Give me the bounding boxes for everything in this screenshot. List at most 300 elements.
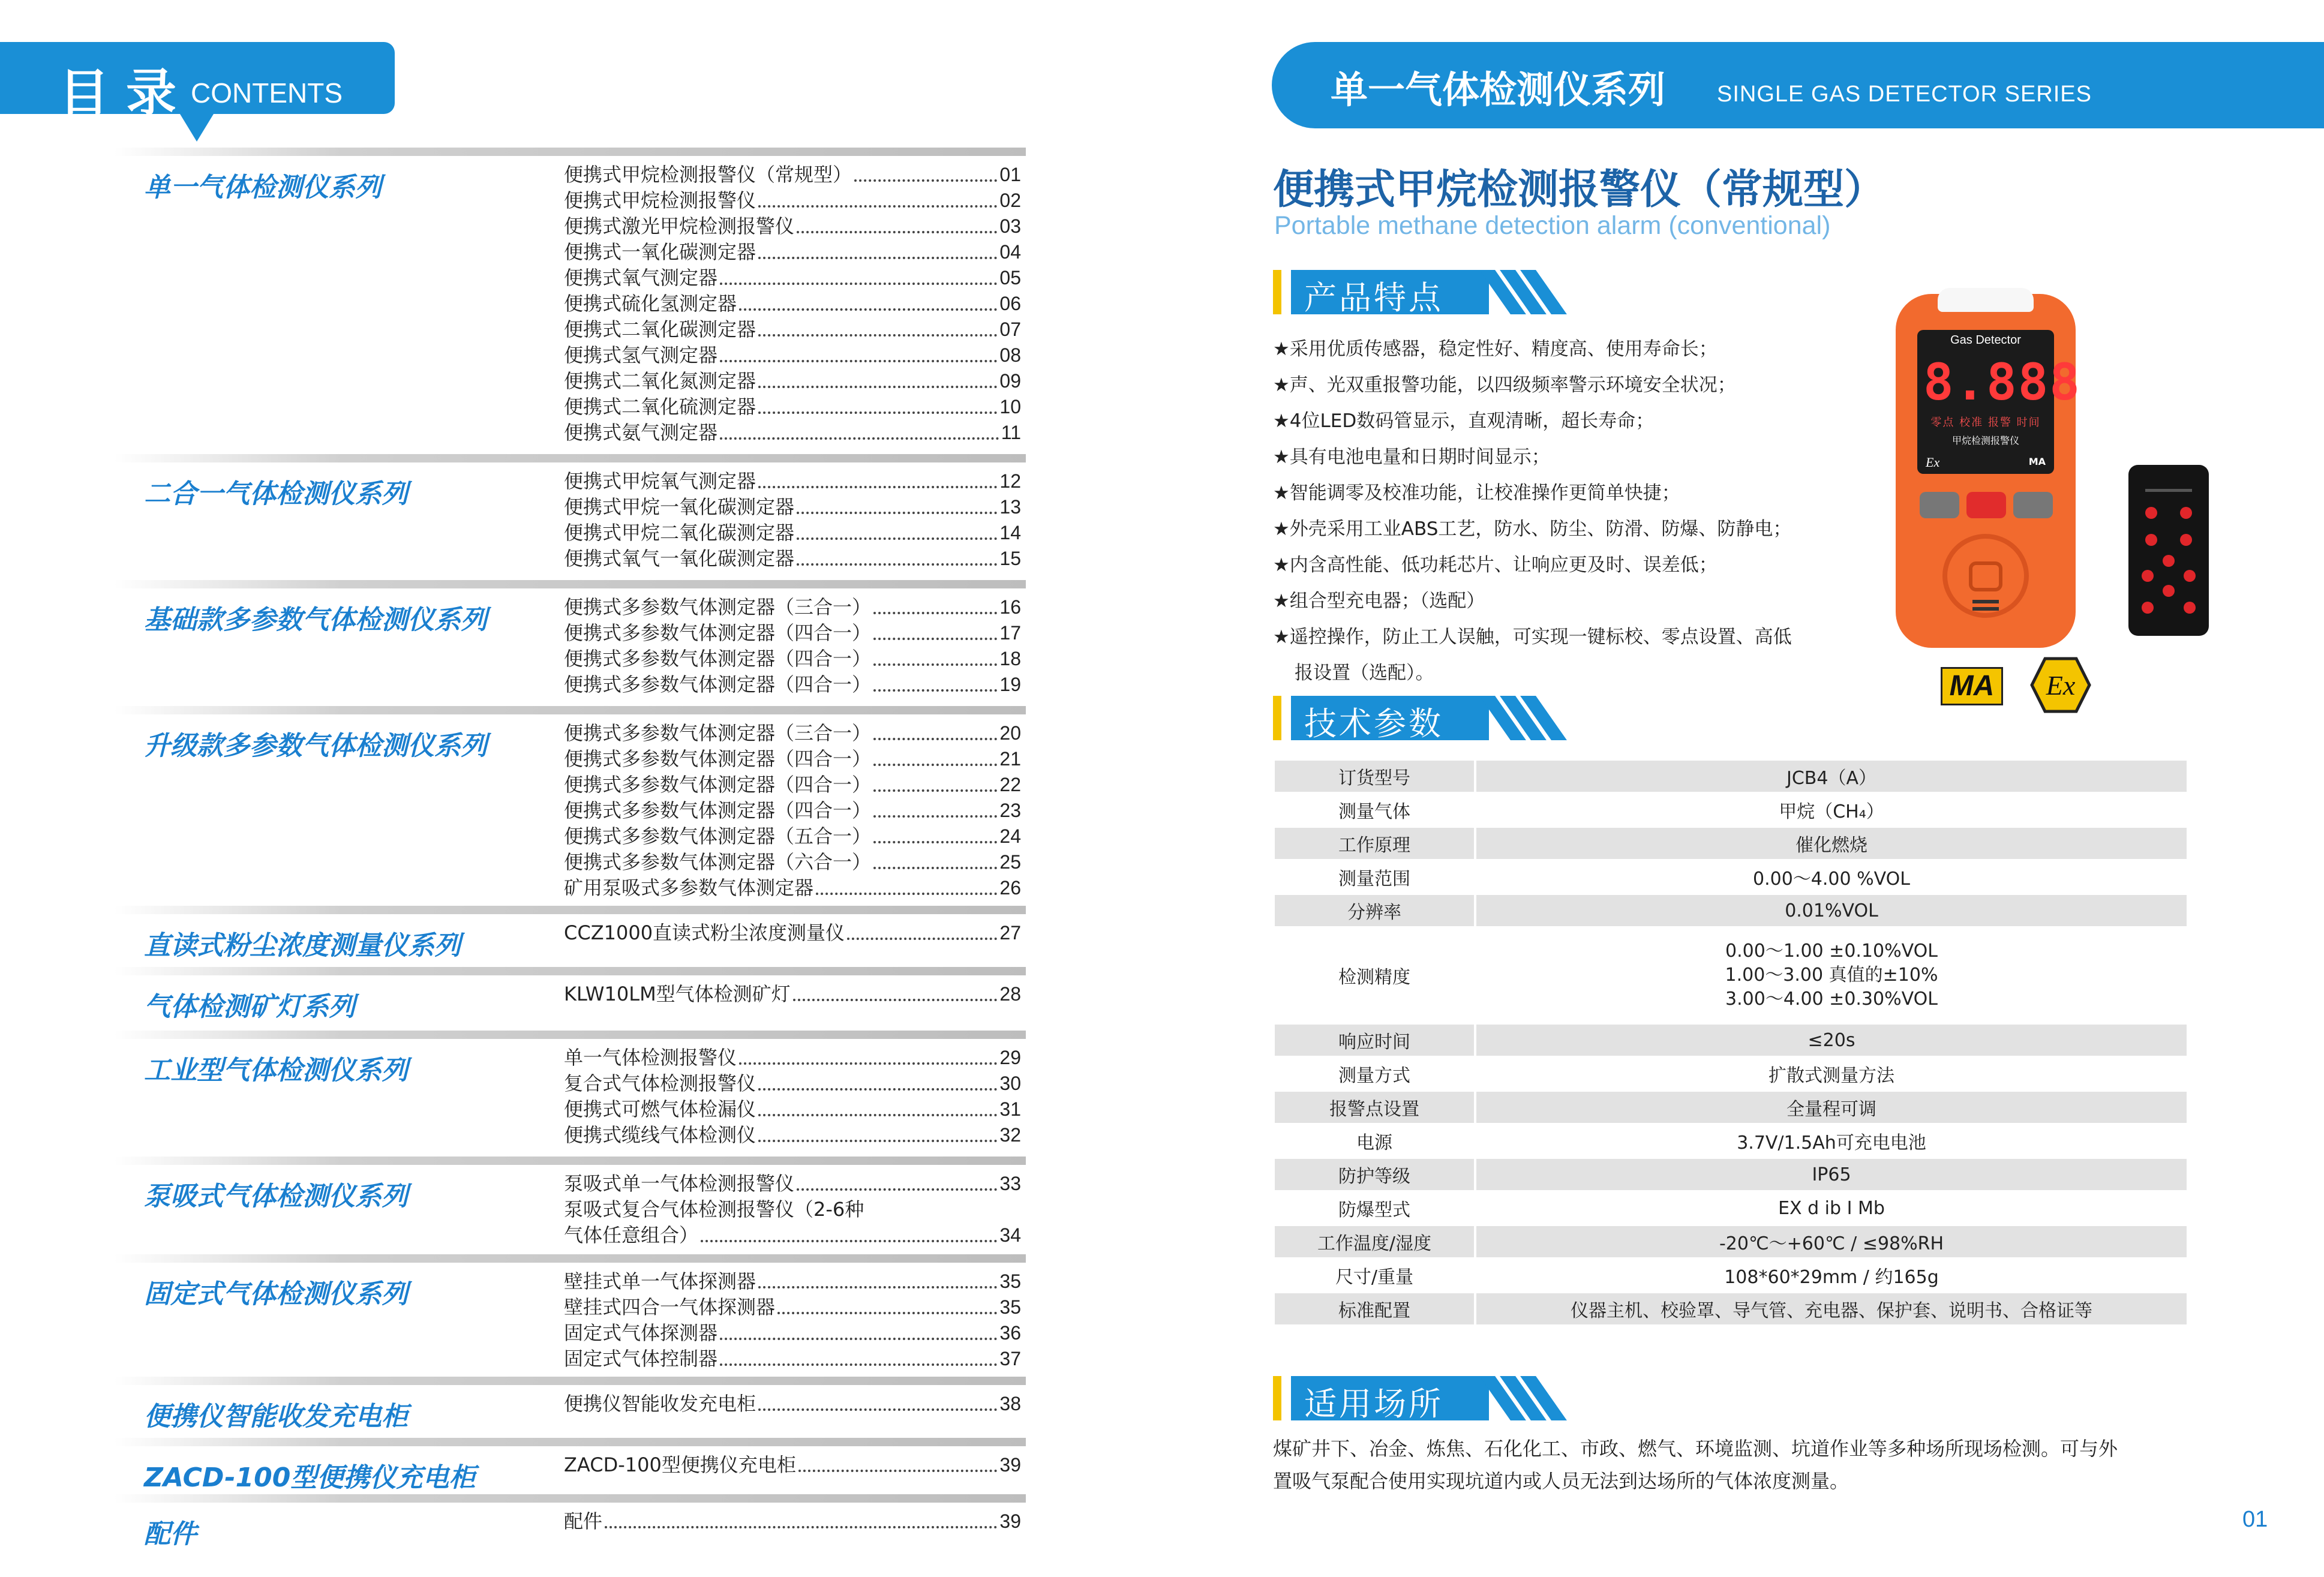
ma-certification-logo: MA — [1941, 667, 2003, 705]
toc-entry — [564, 920, 1021, 946]
spec-row — [1275, 793, 2187, 827]
toc-title-en: CONTENTS — [191, 77, 343, 109]
toc-entry-leader — [797, 231, 997, 233]
spec-value: 108*60*29mm / 约165g — [1475, 1258, 2187, 1292]
toc-entry-name: 便携式氨气测定器 — [564, 421, 718, 444]
device-sensor-grille — [1969, 561, 2002, 591]
toc-item-list — [564, 981, 1026, 1023]
toc-entry — [564, 1045, 1021, 1071]
remote-button — [2163, 585, 2175, 597]
toc-entry-leader — [873, 764, 997, 766]
toc-section-body — [114, 914, 1026, 962]
device-ma-mark: MA — [2028, 456, 2046, 467]
toc-entry-name: 便携式氧气一氧化碳测定器 — [564, 547, 795, 570]
toc-entry-name: 便携式甲烷检测报警仪 — [564, 189, 756, 212]
remote-button — [2163, 555, 2175, 567]
toc-section-body — [114, 462, 1026, 572]
toc-entry-page: 14 — [999, 522, 1021, 543]
toc-entry-page: 02 — [999, 190, 1021, 211]
spec-value — [1475, 927, 2187, 1023]
toc-entry-name: 便携式缆线气体检测仪 — [564, 1124, 756, 1146]
toc-entry-leader — [777, 1312, 997, 1314]
toc-entry — [564, 620, 1021, 646]
toc-entry-name: 壁挂式单一气体探测器 — [564, 1270, 756, 1293]
toc-item-list — [564, 1269, 1026, 1372]
feature-item: ★智能调零及校准功能，让校准操作更简单快捷； — [1273, 482, 1680, 504]
spec-row — [1275, 1292, 2187, 1326]
spec-row — [1275, 1057, 2187, 1091]
toc-section — [114, 1494, 1026, 1551]
toc-entry — [564, 1509, 1021, 1534]
toc-entry-page: 12 — [999, 470, 1021, 492]
spec-value: ≤20s — [1475, 1023, 2187, 1057]
toc-entry-page: 11 — [1001, 422, 1021, 443]
device-mode-labels: 零点 校准 报警 时间 — [1930, 416, 2041, 429]
toc-entry-page: 31 — [999, 1098, 1021, 1120]
toc-entry — [564, 343, 1021, 368]
toc-entry-leader — [873, 789, 997, 792]
toc-entry-name: 壁挂式四合一气体探测器 — [564, 1296, 776, 1318]
toc-entry — [564, 875, 1021, 901]
toc-entry — [564, 1197, 1021, 1222]
toc-entry-name: 便携式氧气测定器 — [564, 266, 718, 289]
toc-entry-leader — [797, 563, 997, 566]
spec-value-line: 3.00～4.00 ±0.30%VOL — [1725, 989, 1938, 1010]
toc-entry-leader — [739, 308, 997, 311]
toc-item-list — [564, 1509, 1026, 1551]
spec-row — [1275, 860, 2187, 894]
remote-button — [2184, 602, 2196, 614]
toc-entry — [564, 1222, 1021, 1248]
toc-entry-leader — [758, 1140, 997, 1142]
toc-section-divider — [114, 148, 1026, 156]
toc-entry — [564, 824, 1021, 849]
remote-button — [2180, 507, 2192, 519]
device-left-button — [1920, 492, 1959, 518]
toc-entry-page: 25 — [999, 851, 1021, 873]
remote-control-image — [2128, 465, 2209, 636]
toc-entry-page: 34 — [999, 1224, 1021, 1246]
spec-value-line: 0.00～1.00 ±0.10%VOL — [1725, 941, 1938, 962]
toc-entry — [564, 1269, 1021, 1294]
spec-value: -20℃～+60℃ / ≤98%RH — [1475, 1225, 2187, 1258]
toc-section-body — [114, 1385, 1026, 1433]
feature-item: ★组合型充电器；（选配） — [1273, 590, 1485, 612]
toc-entry — [564, 1391, 1021, 1417]
toc-entry — [564, 368, 1021, 394]
remote-button — [2145, 507, 2157, 519]
toc-section-body — [114, 1446, 1026, 1494]
remote-button — [2142, 602, 2154, 614]
spec-key: 测量方式 — [1275, 1057, 1475, 1091]
toc-entry — [564, 1071, 1021, 1097]
toc-section — [114, 1254, 1026, 1372]
toc-entry — [564, 291, 1021, 317]
toc-entry — [564, 162, 1021, 188]
toc-section-divider — [114, 580, 1026, 588]
spec-key: 电源 — [1275, 1124, 1475, 1158]
toc-section-title: 配件 — [144, 1519, 197, 1549]
toc-entry — [564, 214, 1021, 239]
toc-entry-page: 17 — [999, 622, 1021, 644]
toc-entry — [564, 849, 1021, 875]
toc-entry — [564, 746, 1021, 772]
feature-item: ★内含高性能、低功耗芯片、让响应更及时、误差低； — [1273, 554, 1718, 576]
device-digits: 8.888 — [1923, 353, 2081, 411]
remote-button — [2184, 570, 2196, 582]
toc-entry-leader — [873, 841, 997, 843]
toc-entry — [564, 394, 1021, 420]
usage-paragraph — [1273, 1432, 2197, 1497]
toc-entry-page: 39 — [999, 1510, 1021, 1532]
toc-entry-leader — [758, 205, 997, 208]
toc-entry-leader — [758, 1114, 997, 1116]
toc-section-divider — [114, 706, 1026, 714]
feature-item: ★具有电池电量和日期时间显示； — [1273, 446, 1550, 468]
usage-heading-label: 适用场所 — [1304, 1385, 1443, 1423]
spec-key: 检测精度 — [1275, 927, 1475, 1023]
feature-item: ★遥控操作，防止工人误触，可实现一键标校、零点设置、高低 — [1273, 626, 1792, 648]
toc-entry-leader — [854, 179, 997, 182]
spec-key: 防护等级 — [1275, 1158, 1475, 1191]
toc-entry-page: 07 — [999, 319, 1021, 340]
toc-entry — [564, 468, 1021, 494]
toc-entry-page: 19 — [999, 674, 1021, 695]
toc-section-divider — [114, 454, 1026, 462]
toc-entry-leader — [873, 738, 997, 740]
toc-section-body — [114, 1039, 1026, 1148]
toc-entry-page: 39 — [999, 1454, 1021, 1476]
toc-entry-name: 便携式多参数气体测定器（四合一） — [564, 799, 872, 822]
toc-entry-leader — [847, 938, 997, 940]
specs-heading-label: 技术参数 — [1304, 705, 1443, 743]
spec-value: IP65 — [1475, 1158, 2187, 1191]
toc-entry-page: 33 — [999, 1173, 1021, 1194]
toc-entry-leader — [873, 815, 997, 818]
toc-entry-page: 05 — [999, 267, 1021, 289]
spec-key: 防爆型式 — [1275, 1191, 1475, 1225]
device-screen-label: Gas Detector — [1950, 334, 2021, 347]
toc-section — [114, 454, 1026, 572]
toc-entry-leader — [873, 638, 997, 640]
toc-entry-name: 矿用泵吸式多参数气体测定器 — [564, 876, 814, 899]
remote-button — [2142, 570, 2154, 582]
toc-entry-page: 13 — [999, 496, 1021, 518]
toc-entry — [564, 1346, 1021, 1372]
toc-entry-leader — [797, 512, 997, 514]
features-heading — [1273, 270, 1543, 317]
toc-section — [114, 148, 1026, 446]
toc-entry-name: 便携式多参数气体测定器（三合一） — [564, 722, 872, 744]
toc-entry-name: 便携式氢气测定器 — [564, 344, 718, 367]
toc-section-title: 便携仪智能收发充电柜 — [144, 1401, 408, 1432]
spec-table — [1275, 761, 2187, 1327]
toc-entry-page: 10 — [999, 396, 1021, 417]
toc-entry-leader — [701, 1240, 997, 1242]
spec-value: 扩散式测量方法 — [1475, 1057, 2187, 1091]
toc-entry — [564, 1097, 1021, 1122]
toc-item-list — [564, 720, 1026, 901]
toc-entry-name: 便携式多参数气体测定器（四合一） — [564, 621, 872, 644]
toc-entry-page: 28 — [999, 983, 1021, 1005]
device-light-cap — [1938, 288, 2034, 312]
feature-item: ★4位LED数码管显示，直观清晰，超长寿命； — [1273, 410, 1655, 432]
features-heading-label: 产品特点 — [1304, 279, 1443, 317]
spec-key: 订货型号 — [1275, 761, 1475, 793]
usage-heading — [1273, 1376, 1543, 1423]
spec-row — [1275, 827, 2187, 860]
spec-row — [1275, 761, 2187, 793]
toc-entry-name: 配件 — [564, 1510, 603, 1533]
toc-entry-leader — [797, 1188, 997, 1191]
toc-section-title: 直读式粉尘浓度测量仪系列 — [144, 930, 461, 961]
spec-value: 甲烷（CH₄） — [1475, 793, 2187, 827]
toc-section — [114, 1377, 1026, 1433]
feature-item: ★采用优质传感器，稳定性好、精度高、使用寿命长； — [1273, 338, 1718, 360]
device-right-button — [2013, 492, 2053, 518]
toc-section-divider — [114, 1254, 1026, 1263]
toc-section-body — [114, 1503, 1026, 1551]
spec-value: EX d ib Ⅰ Mb — [1475, 1191, 2187, 1225]
device-center-button — [1966, 492, 2006, 518]
toc-entry-page: 29 — [999, 1047, 1021, 1068]
ex-logo-text: Ex — [2046, 670, 2076, 701]
spec-value: 全量程可调 — [1475, 1091, 2187, 1124]
toc-entry-name: 便携式甲烷二氧化碳测定器 — [564, 521, 795, 544]
toc-section-body — [114, 714, 1026, 901]
toc-entry-name: ZACD-100型便携仪充电柜 — [564, 1453, 796, 1476]
toc-section-title: 固定式气体检测仪系列 — [144, 1279, 408, 1309]
spec-row — [1275, 927, 2187, 1023]
series-title-en: SINGLE GAS DETECTOR SERIES — [1717, 82, 2092, 107]
spec-row — [1275, 1023, 2187, 1057]
toc-section — [114, 580, 1026, 698]
toc-entry-page: 16 — [999, 596, 1021, 618]
toc-entry-leader — [758, 386, 997, 388]
toc-entry-page: 23 — [999, 800, 1021, 821]
device-ex-mark: Ex — [1926, 455, 1940, 470]
toc-item-list — [564, 1045, 1026, 1148]
toc-entry-page: 22 — [999, 774, 1021, 795]
toc-item-list — [564, 1171, 1026, 1248]
toc-section — [114, 906, 1026, 962]
toc-entry-leader — [873, 663, 997, 666]
toc-section — [114, 967, 1026, 1023]
toc-entry-page: 32 — [999, 1124, 1021, 1146]
toc-entry-page: 09 — [999, 370, 1021, 392]
toc-entry-leader — [758, 1408, 997, 1411]
toc-entry — [564, 494, 1021, 520]
usage-line: 置吸气泵配合使用实现坑道内或人员无法到达场所的气体浓度测量。 — [1273, 1470, 1849, 1492]
toc-entry-name: 便携式甲烷一氧化碳测定器 — [564, 495, 795, 518]
remote-button — [2145, 534, 2157, 546]
toc-entry — [564, 981, 1021, 1007]
toc-entry-name: KLW10LM型气体检测矿灯 — [564, 983, 791, 1005]
spec-value: 催化燃烧 — [1475, 827, 2187, 860]
toc-entry-name: 便携式可燃气体检漏仪 — [564, 1098, 756, 1121]
toc-entry-leader — [720, 360, 997, 362]
toc-entry-name: 单一气体检测报警仪 — [564, 1046, 737, 1069]
toc-entry-name: 固定式气体控制器 — [564, 1347, 718, 1370]
toc-entry-name: 泵吸式单一气体检测报警仪 — [564, 1172, 795, 1195]
spec-row — [1275, 1158, 2187, 1191]
toc-item-list — [564, 162, 1026, 446]
toc-entry — [564, 1452, 1021, 1478]
toc-entry-page: 30 — [999, 1073, 1021, 1094]
table-of-contents — [114, 148, 1026, 1551]
toc-entry-leader — [720, 283, 997, 285]
toc-entry-name: 便携式激光甲烷检测报警仪 — [564, 215, 795, 238]
spec-key: 尺寸/重量 — [1275, 1258, 1475, 1292]
toc-entry-page: 26 — [999, 877, 1021, 899]
toc-entry — [564, 720, 1021, 746]
toc-entry-page: 08 — [999, 344, 1021, 366]
toc-section-divider — [114, 1438, 1026, 1446]
toc-entry — [564, 772, 1021, 798]
feature-item: ★声、光双重报警功能，以四级频率警示环境安全状况； — [1273, 374, 1736, 396]
toc-entry — [564, 1171, 1021, 1197]
toc-section — [114, 706, 1026, 901]
toc-entry-leader — [605, 1526, 997, 1528]
toc-entry-leader — [758, 411, 997, 414]
toc-section-title: 基础款多参数气体检测仪系列 — [144, 605, 487, 635]
spec-row — [1275, 1258, 2187, 1292]
toc-entry-leader — [797, 537, 997, 540]
toc-section-body — [114, 975, 1026, 1023]
spec-key: 报警点设置 — [1275, 1091, 1475, 1124]
spec-key: 响应时间 — [1275, 1023, 1475, 1057]
toc-section-title: 工业型气体检测仪系列 — [144, 1055, 408, 1086]
toc-entry — [564, 1320, 1021, 1346]
toc-entry-leader — [816, 893, 997, 895]
toc-entry-name: 便携式多参数气体测定器（四合一） — [564, 673, 872, 696]
toc-entry-page: 06 — [999, 293, 1021, 314]
toc-entry — [564, 265, 1021, 291]
ex-certification-logo — [2029, 656, 2092, 714]
toc-section — [114, 1157, 1026, 1248]
spec-key: 工作原理 — [1275, 827, 1475, 860]
toc-item-list — [564, 468, 1026, 572]
spec-row — [1275, 1091, 2187, 1124]
toc-item-list — [564, 1452, 1026, 1494]
spec-value: 0.01%VOL — [1475, 894, 2187, 927]
toc-entry-name: 便携式二氧化碳测定器 — [564, 318, 756, 341]
toc-entry — [564, 1294, 1021, 1320]
product-title: 便携式甲烷检测报警仪（常规型） — [1273, 166, 1885, 214]
toc-section — [114, 1031, 1026, 1148]
toc-section-title: 升级款多参数气体检测仪系列 — [144, 731, 487, 761]
toc-entry-leader — [758, 1088, 997, 1091]
series-title: 单一气体检测仪系列 — [1331, 68, 1666, 112]
toc-section-title: ZACD-100型便携仪充电柜 — [144, 1462, 476, 1493]
spec-value: JCB4（A） — [1475, 761, 2187, 793]
spec-row — [1275, 1225, 2187, 1258]
toc-entry-leader — [758, 486, 997, 488]
toc-entry-page: 15 — [999, 548, 1021, 569]
feature-item: ★外壳采用工业ABS工艺，防水、防尘、防滑、防爆、防静电； — [1273, 518, 1792, 540]
toc-section-divider — [114, 906, 1026, 914]
device-screen-sub: 甲烷检测报警仪 — [1951, 435, 2019, 446]
product-title-en: Portable methane detection alarm (conventional) — [1274, 211, 1831, 240]
toc-entry — [564, 520, 1021, 546]
toc-section-divider — [114, 1494, 1026, 1503]
spec-row — [1275, 894, 2187, 927]
toc-entry — [564, 672, 1021, 698]
feature-list — [1273, 331, 1792, 691]
toc-item-list — [564, 1391, 1026, 1433]
toc-entry — [564, 646, 1021, 672]
toc-section-body — [114, 1263, 1026, 1372]
toc-entry-leader — [873, 612, 997, 614]
toc-entry-page: 03 — [999, 215, 1021, 237]
toc-item-list — [564, 594, 1026, 698]
feature-item: 报设置（选配）。 — [1295, 662, 1434, 684]
device-bottom-marks — [1972, 600, 1999, 603]
toc-section-title: 单一气体检测仪系列 — [144, 172, 382, 203]
toc-entry-name: 便携式甲烷检测报警仪（常规型） — [564, 163, 852, 186]
toc-entry-leader — [720, 1363, 997, 1366]
spec-key: 工作温度/湿度 — [1275, 1225, 1475, 1258]
toc-entry-page: 21 — [999, 748, 1021, 770]
toc-section-title: 二合一气体检测仪系列 — [144, 479, 408, 509]
toc-section — [114, 1438, 1026, 1494]
toc-entry-leader — [793, 999, 998, 1001]
toc-entry-page: 35 — [999, 1270, 1021, 1292]
toc-title: 目录 — [59, 64, 194, 122]
toc-section-divider — [114, 967, 1026, 975]
toc-entry-name: 便携式二氧化硫测定器 — [564, 395, 756, 418]
toc-entry-name: 便携式多参数气体测定器（四合一） — [564, 747, 872, 770]
toc-entry-name: 便携式二氧化氮测定器 — [564, 370, 756, 392]
spec-key: 标准配置 — [1275, 1292, 1475, 1326]
toc-entry-name: 气体任意组合） — [564, 1224, 699, 1246]
toc-entry-leader — [758, 334, 997, 337]
toc-section-title: 泵吸式气体检测仪系列 — [144, 1181, 408, 1212]
specs-heading — [1273, 696, 1543, 743]
toc-entry-leader — [758, 1286, 997, 1288]
toc-section-body — [114, 156, 1026, 446]
toc-entry-leader — [720, 1338, 997, 1340]
gas-detector-device-image — [1896, 294, 2081, 648]
spec-value: 3.7V/1.5Ah可充电电池 — [1475, 1124, 2187, 1158]
toc-entry-leader — [739, 1062, 997, 1065]
toc-entry-name: CCZ1000直读式粉尘浓度测量仪 — [564, 921, 845, 944]
toc-entry-name: 便携式甲烷氧气测定器 — [564, 470, 756, 492]
remote-label-strip — [2145, 489, 2192, 492]
toc-entry-page: 01 — [999, 164, 1021, 185]
toc-entry-leader — [873, 689, 997, 692]
device-screen — [1917, 330, 2081, 474]
toc-entry — [564, 317, 1021, 343]
spec-key: 分辨率 — [1275, 894, 1475, 927]
toc-entry-leader — [873, 867, 997, 869]
toc-entry-name: 泵吸式复合气体检测报警仪（2-6种 — [564, 1198, 864, 1221]
toc-section-divider — [114, 1157, 1026, 1165]
toc-entry-name: 便携式多参数气体测定器（五合一） — [564, 825, 872, 848]
toc-entry-leader — [798, 1470, 998, 1472]
toc-entry-name: 便携式一氧化碳测定器 — [564, 241, 756, 263]
toc-entry-page: 24 — [999, 825, 1021, 847]
toc-entry — [564, 798, 1021, 824]
toc-entry-page: 20 — [999, 722, 1021, 744]
spec-row — [1275, 1191, 2187, 1225]
toc-section-divider — [114, 1031, 1026, 1039]
toc-section-divider — [114, 1377, 1026, 1385]
toc-section-title: 气体检测矿灯系列 — [144, 992, 355, 1022]
toc-entry-page: 35 — [999, 1296, 1021, 1318]
toc-entry-name: 复合式气体检测报警仪 — [564, 1072, 756, 1095]
toc-entry-page: 27 — [999, 922, 1021, 944]
